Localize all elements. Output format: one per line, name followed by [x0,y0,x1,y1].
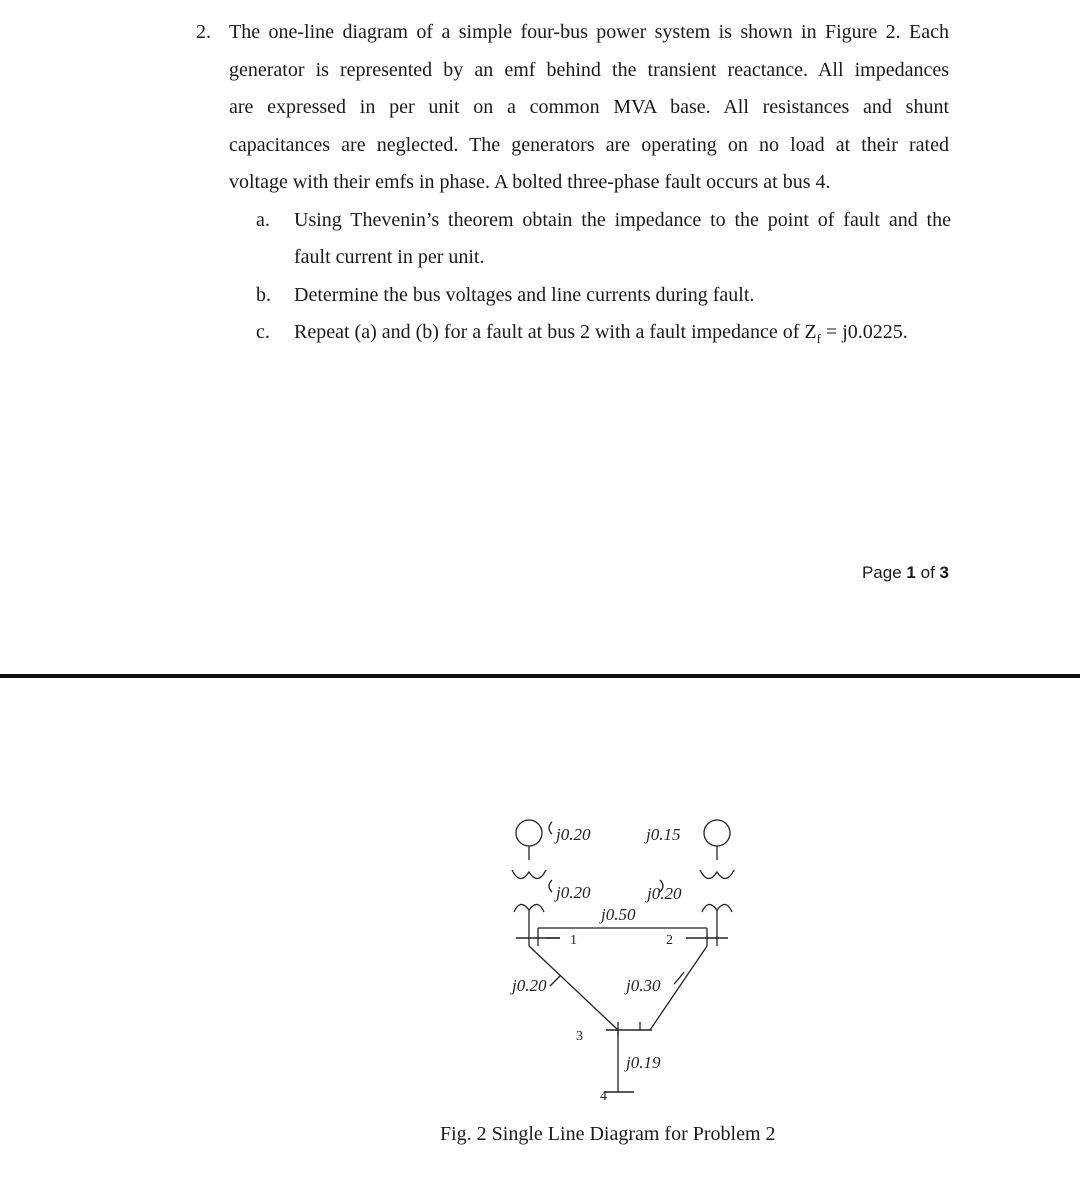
page-divider [0,674,1080,678]
bus-2-label: 2 [666,933,673,948]
trans1-reactance-label: j0.20 [556,883,591,902]
gen2-ground-coil [700,870,734,879]
problem-number: 2. [196,21,211,43]
part-a-cont [256,239,951,277]
problem-text: voltage with their emfs in phase. A bolted three-phase fault occurs at bus 4. [229,171,831,193]
page-current: 1 [906,563,916,582]
part-text: fault current in per unit. [294,246,485,268]
bus-4-label: 4 [600,1089,607,1104]
trans2-reactance-label: j0.20 [647,884,682,903]
line12-reactance-label: j0.50 [601,905,636,924]
part-b [256,277,951,315]
part-text: Determine the bus voltages and line currents during fault. [294,283,755,306]
part-c [256,314,951,352]
bus-3-label: 3 [576,1029,583,1044]
problem-text: The one-line diagram of a simple four-bus power system is shown in Figure 2. Each [229,21,949,43]
line23-reactance-label: j0.30 [626,976,661,995]
part-c-text: Repeat (a) and (b) for a fault at bus 2 with a fault impedance of Z [294,321,817,343]
part-label: b. [256,283,271,306]
one-line-diagram [500,800,760,1110]
part-label: a. [256,208,270,231]
diagram-svg [500,800,760,1110]
page-word: Page [861,563,902,582]
gen2-reactance-label: j0.15 [646,825,681,844]
page-of: of [920,563,935,582]
line34-reactance-label: j0.19 [626,1053,661,1072]
gen1-ground-coil [512,870,546,879]
problem-text: capacitances are neglected. The generators are operating on no load at their rated [229,133,949,156]
fault-subscript: f [816,331,821,346]
problem-text: are expressed in per unit on a common MVA base. All resistances and shunt [229,96,949,118]
part-a [256,202,951,240]
line13-reactance-label: j0.20 [512,976,547,995]
generator-1-icon [516,820,542,846]
page-total: 3 [939,563,949,582]
problem-text: generator is represented by an emf behind the transient reactance. All impedances [229,58,949,81]
part-label: c. [256,321,270,343]
generator-2-icon [704,820,730,846]
bus-1-label: 1 [570,933,577,948]
page-number [862,563,949,583]
part-text: Using Thevenin’s theorem obtain the impedance to the point of fault and the [294,208,951,231]
figure-caption: Fig. 2 Single Line Diagram for Problem 2 [440,1123,776,1145]
part-c-value: = j0.0225. [820,321,908,343]
part-text [294,314,951,358]
gen1-reactance-label: j0.20 [556,825,591,844]
